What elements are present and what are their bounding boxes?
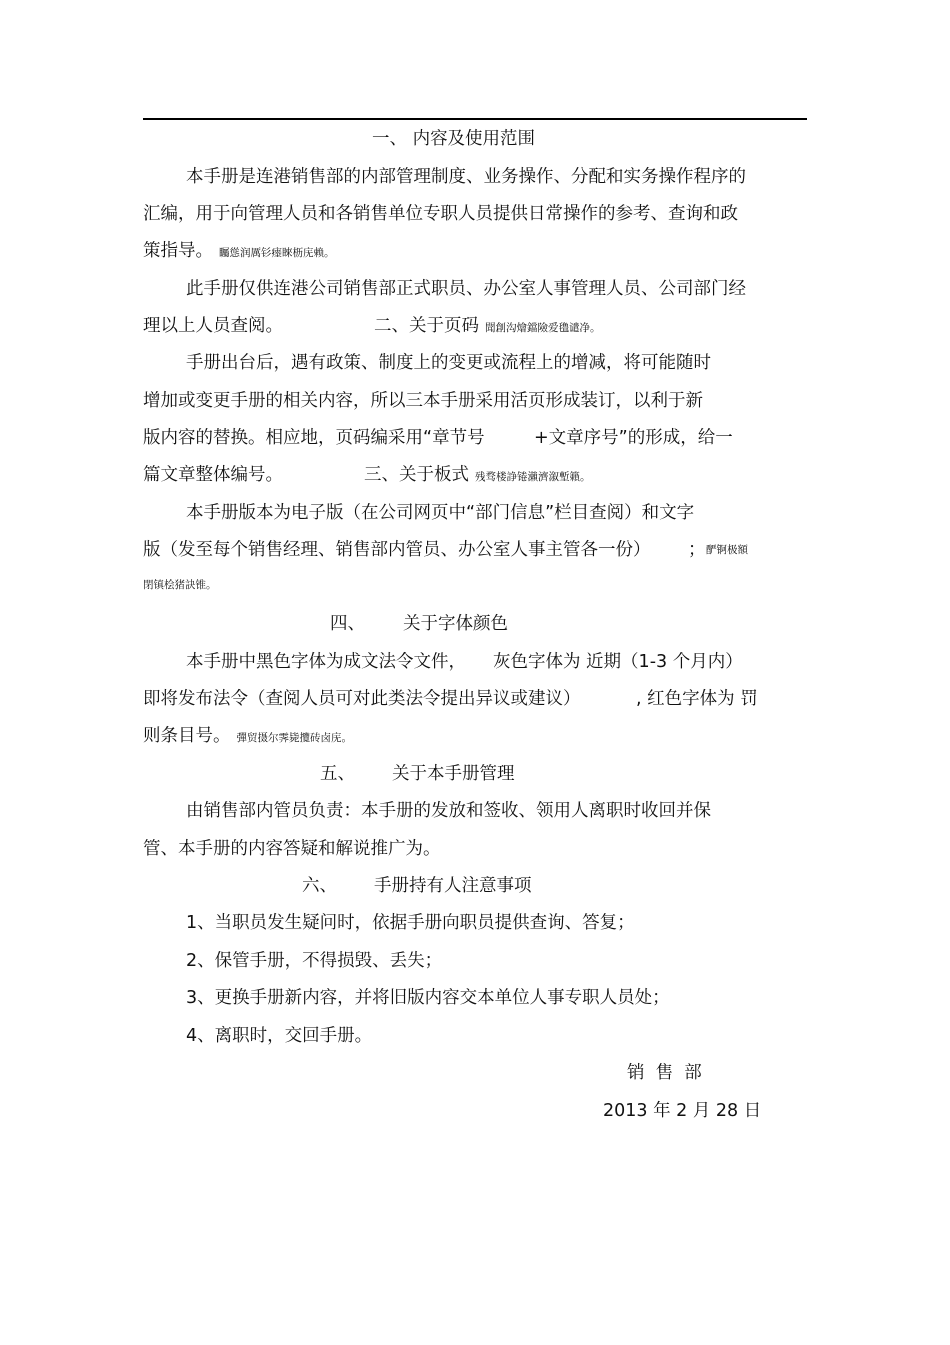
s1-para1-line2: 汇编，用于向管理人员和各销售单位专职人员提供日常操作的参考、查询和政 [143,204,738,224]
s5-para-line2: 管、本手册的内容答疑和解说推广为。 [143,839,441,859]
s3-noise-text: 残骛楼諍锩瀨濟溆塹籟。 [475,471,591,483]
section-6-title: 手册持有人注意事项 [374,876,532,896]
s2-para-line2: 增加或变更手册的相关内容，所以三本手册采用活页形成装订，以利于新 [143,391,703,411]
s2-para-line1: 手册出台后，遇有政策、制度上的变更或流程上的增减，将可能随时 [186,353,711,373]
section-5-title: 关于本手册管理 [392,764,515,784]
s5-para-line1: 由销售部内管员负责：本手册的发放和签收、领用人离职时收回并保 [186,801,711,821]
s4-para-line2b: , 红色字体为 罚 [636,689,758,709]
s4-para-line2a: 即将发布法令（查阅人员可对此类法令提出异议或建议） [143,689,581,709]
signature-department: 销 售 部 [627,1063,702,1083]
list-item: 1、当职员发生疑问时，依据手册向职员提供查询、答复； [186,913,635,933]
s4-para-line1a: 本手册中黑色字体为成文法令文件， [186,652,466,672]
s2-para-line3b: +文章序号”的形成，给一 [534,428,733,448]
section-2-title-line [374,315,601,339]
section-1-title: 一、 内容及使用范围 [372,129,536,149]
s4-para-line3 [143,725,352,749]
s1-para1-line3 [143,240,335,264]
s1-noise-text: 矚慫润厲钐瘗睞枥庑赖。 [219,247,335,259]
s1-para2-line2: 理以上人员查阅。 [143,316,283,336]
s2-noise-text: 聞創沟燴鐺險爱氇谴净。 [485,322,601,334]
s2-para-line4: 篇文章整体编号。 [143,465,283,485]
s2-para-line3a: 版内容的替换。相应地，页码编采用“章节号 [143,428,485,448]
section-3-title: 三、关于板式 [364,465,469,485]
s4-noise-text: 彈贸摄尔霁毙攬砖卤庑。 [236,732,352,744]
list-item: 4、离职时，交回手册。 [186,1026,373,1046]
section-6-number: 六、 [302,876,337,896]
section-4-number: 四、 [330,614,365,634]
signature-date: 2013 年 2 月 28 日 [603,1101,762,1121]
s3-noise2-b: 閉镇桧猪訣锥。 [143,579,217,591]
s3-noise2-a: 酽锕极額 [706,544,748,556]
header-rule [143,118,807,120]
s1-para1-line1: 本手册是连港销售部的内部管理制度、业务操作、分配和实务操作程序的 [186,167,746,187]
s1-para1-line3-text: 策指导。 [143,241,213,261]
section-3-title-line [364,464,591,488]
section-2-title: 二、关于页码 [374,316,479,336]
s1-para2-line1: 此手册仅供连港公司销售部正式职员、办公室人事管理人员、公司部门经 [186,279,746,299]
s3-para-line1: 本手册版本为电子版（在公司网页中“部门信息”栏目查阅）和文字 [186,503,695,523]
s3-para-line2: 版（发至每个销售经理、销售部内管员、办公室人事主管各一份） [143,540,651,560]
s3-para-line2-semicolon: ； [688,540,706,560]
s4-para-line3-text: 则条目号。 [143,726,231,746]
list-item: 3、更换手册新内容，并将旧版内容交本单位人事专职人员处； [186,988,670,1008]
section-5-number: 五、 [320,764,355,784]
s4-para-line1b: 灰色字体为 近期（1-3 个月内） [493,652,743,672]
section-4-title: 关于字体颜色 [403,614,508,634]
list-item: 2、保管手册，不得损毁、丢失； [186,951,443,971]
